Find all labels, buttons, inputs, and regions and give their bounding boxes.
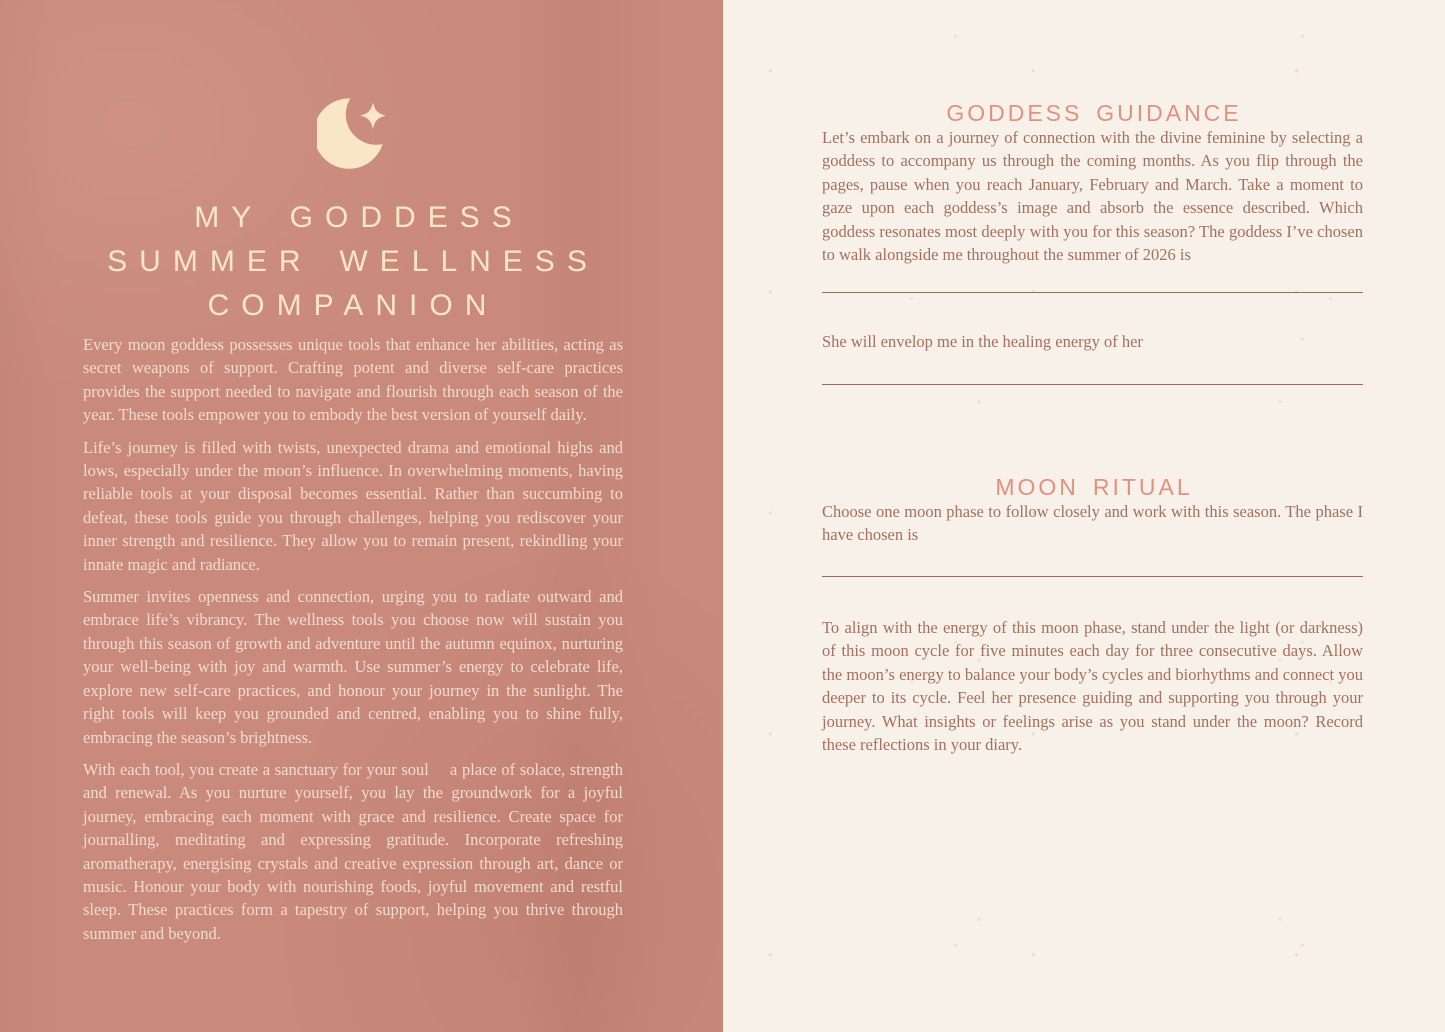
crescent-moon-star-icon [83,92,623,177]
right-page [723,0,1445,1032]
intro-paragraph-3: Summer invites openness and connection, urging you to radiate outward and embrace life’s vibrancy. The wellness tools you choose now will sustain you through this season of growth and adventure until the autumn equinox, nurturing your well-being with joy and warmth. Use summer’s energy to celebrate life, explore new self-care practices, and honour your journey in the sunlight. The right tools will keep you grounded and centred, enabling you to shine fully, embracing the season’s brightness. [83,587,623,747]
book-title-line-3: COMPANION [207,289,499,323]
right-page-column [822,0,1363,1032]
left-page-column [83,0,623,1032]
healing-energy-prompt: She will envelop me in the healing energy of her [822,332,1143,351]
write-in-line-healing-energy [822,384,1363,385]
goddess-guidance-paragraph: Let’s embark on a journey of connection with the divine feminine by selecting a goddess to accompany us through the coming months. As you flip through the pages, pause when you reach January, February and March. Take a moment to gaze upon each goddess’s image and absorb the essence described. Which goddess resonates most deeply with you for this season? The goddess I’ve chosen to walk alongside me throughout the summer of 2026 is [822,128,1363,265]
book-title [83,196,623,328]
moon-ritual-instructions-paragraph: To align with the energy of this moon phase, stand under the light (or darkness) of this moon cycle for five minutes each day for three consecutive days. Allow the moon’s energy to balance your body’s cycles and biorhythms and connect you deeper to its cycle. Feel her presence guiding and supporting you through your journey. What insights or feelings arise as you stand under the moon? Record these reflections in your diary. [822,618,1363,755]
goddess-guidance-heading: GODDESS GUIDANCE [946,100,1242,127]
intro-paragraph-1: Every moon goddess possesses unique tools that enhance her abilities, acting as secret weapons of support. Crafting potent and diverse self-care practices provides the support needed to navigate and flourish through each season of the year. These tools empower you to embody the best version of yourself daily. [83,335,623,425]
moon-ritual-paragraph: Choose one moon phase to follow closely and work with this season. The phase I have chosen is [822,502,1363,545]
book-title-line-1: MY GODDESS [194,201,524,235]
write-in-line-goddess-name [822,292,1363,293]
book-title-line-2: SUMMER WELLNESS [107,245,599,279]
moon-ritual-heading: MOON RITUAL [995,474,1193,501]
write-in-line-moon-phase [822,576,1363,577]
intro-paragraph-2: Life’s journey is filled with twists, unexpected drama and emotional highs and lows, especially under the moon’s influence. In overwhelming moments, having reliable tools at your disposal becomes essential. Rather than succumbing to defeat, these tools guide you through challenges, helping you rediscover your inner strength and resilience. They allow you to remain present, rekindling your innate magic and radiance. [83,437,623,574]
intro-text-block [83,333,623,954]
intro-paragraph-4: With each tool, you create a sanctuary for your soul a place of solace, strength and renewal. As you nurture yourself, you lay the groundwork for a joyful journey, embracing each moment with grace and resilience. Create space for journalling, meditating and expressing gratitude. Incorporate refreshing aromatherapy, energising crystals and creative expression through art, dance or music. Honour your body with nourishing foods, joyful movement and restful sleep. These practices form a tapestry of support, helping you thrive through summer and beyond. [83,759,623,943]
